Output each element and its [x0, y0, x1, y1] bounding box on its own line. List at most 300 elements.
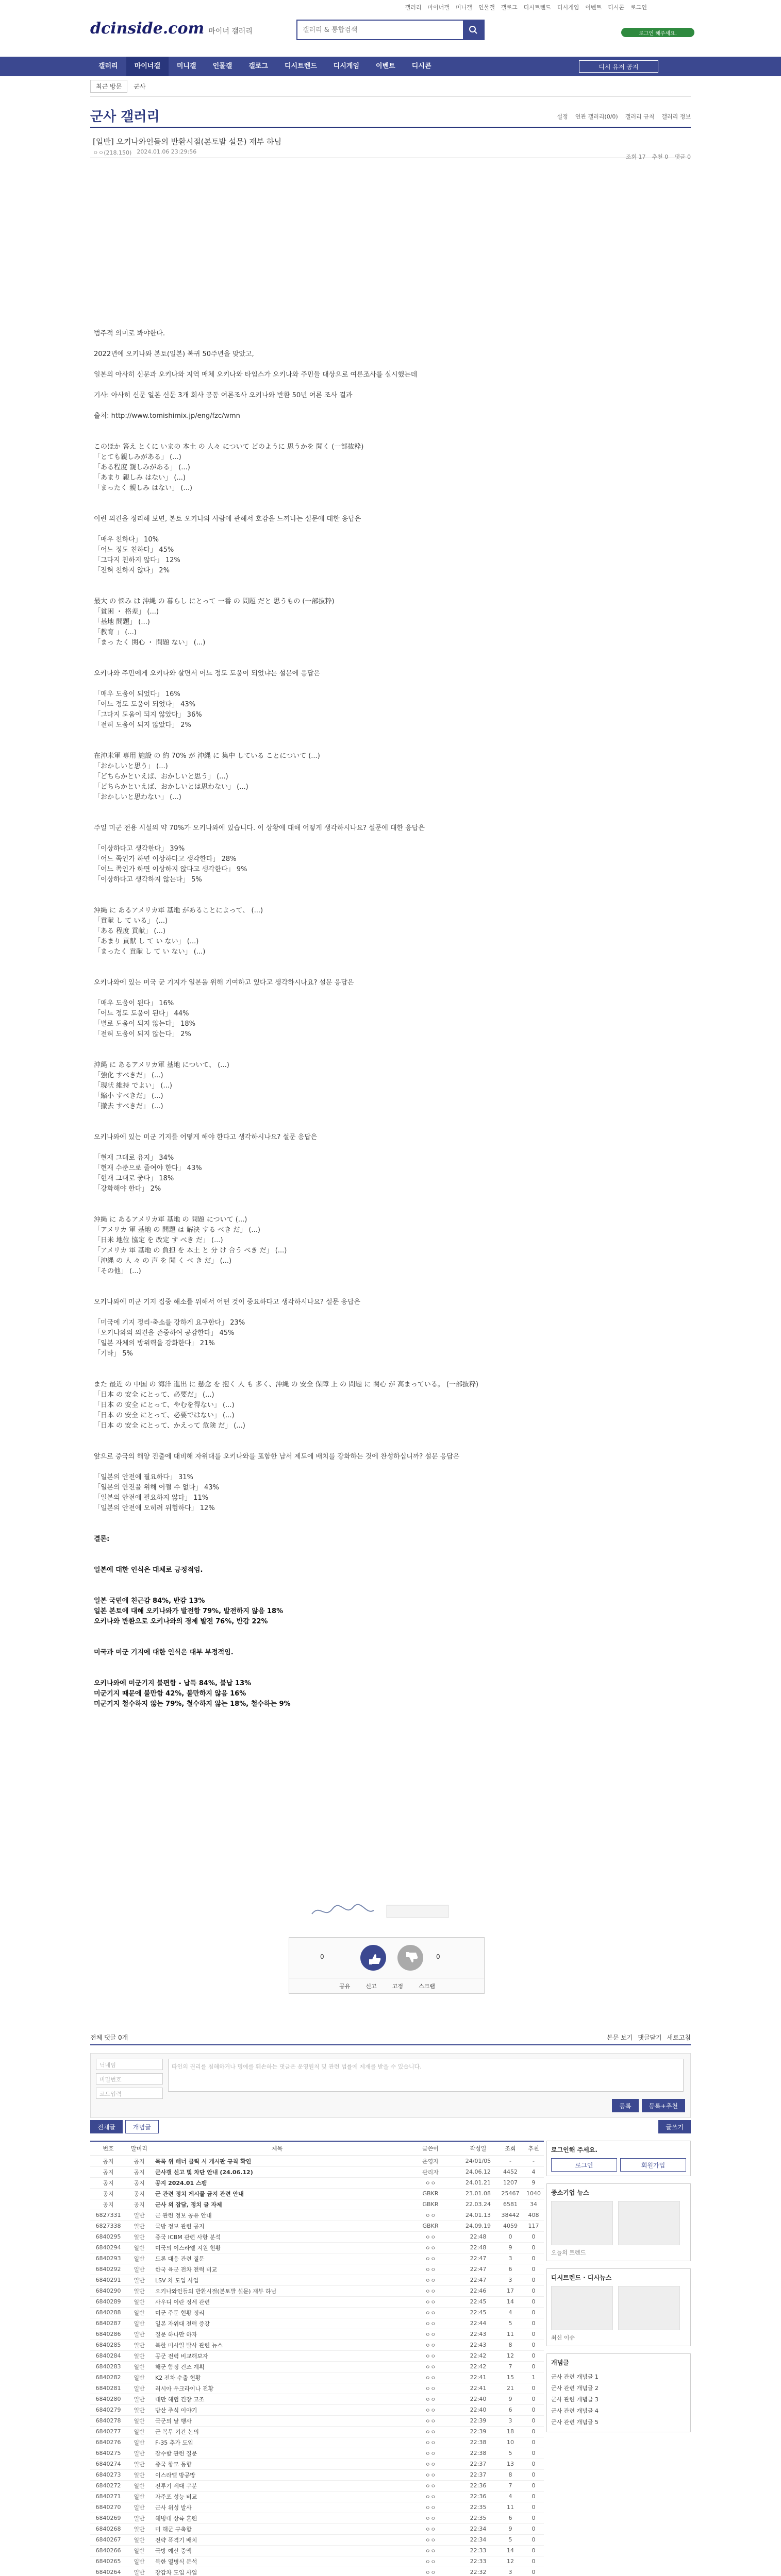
table-cell[interactable]: ㅇㅇ [402, 2523, 459, 2534]
post-paragraph: 오키나와에 있는 미군 기지를 어떻게 해야 한다고 생각하시나요? 설문 응답은 「현재 그대로 유지」 34% 「현재 수준으로 줄여야 한다」 43% 「현재 그대로 좋다」 18% 「강화해야 한다」 2% [94, 1133, 318, 1193]
table-cell[interactable]: ㅇㅇ [402, 2556, 459, 2567]
table-cell[interactable]: 국군의 날 행사 [152, 2415, 402, 2426]
post-author[interactable]: ㅇㅇ(218.150) [93, 149, 132, 156]
concept-item[interactable]: 군사 관련 개념글 2 [551, 2385, 599, 2392]
table-cell[interactable]: ㅇㅇ [402, 2177, 459, 2188]
table-cell: 공지 [126, 2188, 152, 2199]
table-row[interactable] [90, 2188, 544, 2199]
table-cell: 22:37 [459, 2469, 497, 2480]
table-cell: 22.03.24 [459, 2199, 497, 2210]
table-row[interactable] [90, 2307, 544, 2318]
table-row[interactable] [90, 2285, 544, 2296]
news-thumbnail[interactable] [551, 2201, 613, 2245]
comment-captcha-field[interactable]: 코드입력 [96, 2088, 163, 2099]
table-row[interactable] [90, 2372, 544, 2383]
table-cell[interactable]: ㅇㅇ [402, 2253, 459, 2264]
write-button[interactable]: 글쓰기 [658, 2120, 691, 2133]
signature-scribble [309, 1901, 474, 1922]
post-date: 2024.01.06 23:29:56 [137, 148, 197, 155]
table-cell: 22:40 [459, 2394, 497, 2404]
top-link[interactable]: 인물갤 [478, 4, 495, 11]
table-cell[interactable]: 잠수함 관련 질문 [152, 2448, 402, 2459]
table-cell: 0 [523, 2275, 544, 2285]
table-cell[interactable]: 군 관련 정치 게시물 금지 관련 안내 [152, 2188, 402, 2199]
table-cell: 6840268 [90, 2523, 126, 2534]
news-thumbnail[interactable] [618, 2201, 680, 2245]
table-cell[interactable]: ㅇㅇ [402, 2469, 459, 2480]
table-cell[interactable]: 자주포 성능 비교 [152, 2491, 402, 2502]
login-button[interactable]: 로그인 해주세요. [621, 28, 694, 37]
post-action-button[interactable]: 스크랩 [418, 1982, 435, 1990]
table-cell[interactable]: ㅇㅇ [402, 2502, 459, 2513]
table-cell[interactable]: ㅇㅇ [402, 2231, 459, 2242]
table-cell: 22:44 [459, 2318, 497, 2329]
side-login-button[interactable]: 로그인 [551, 2158, 617, 2172]
table-cell: 0 [523, 2242, 544, 2253]
summary-line: 오키나와에 미군기지 불편함 - 납득 84%, 불납 13% 미군기지 때문에 불만함 42%, 불만하지 않음 16% 미군기지 철수하지 않는 79%, 철수하지 않는 18%, 철수하는 9% [94, 1680, 291, 1708]
table-cell[interactable]: 장갑차 도입 사업 [152, 2567, 402, 2576]
search-button[interactable] [463, 21, 484, 39]
dctrend-thumbnail[interactable] [618, 2286, 680, 2330]
nav-item[interactable]: 디시트렌드 [284, 62, 317, 70]
table-cell: 117 [523, 2221, 544, 2231]
nav-item[interactable]: 디시게임 [333, 62, 360, 70]
table-row[interactable] [90, 2264, 544, 2275]
table-cell: 6840269 [90, 2513, 126, 2523]
table-row[interactable] [90, 2210, 544, 2221]
table-cell[interactable]: 드론 대응 관련 질문 [152, 2253, 402, 2264]
paragraph-spacer [94, 731, 682, 751]
top-link[interactable]: 로그인 [630, 4, 647, 11]
table-row[interactable] [90, 2534, 544, 2545]
table-cell: 일반 [126, 2491, 152, 2502]
top-link[interactable]: 이벤트 [585, 4, 602, 11]
post-paragraph: 最大 の 悩み は 沖縄 の 暮らし にとって 一番 の 問題 だと 思うもの (一部抜粋) 「貧困 ・ 格差」 (...) 「基地 問題」 (...) 「教育 」 (...) 「まっ たく 関心 ・ 問題 ない」 (...) [94, 598, 335, 647]
table-cell: 24.01.13 [459, 2210, 497, 2221]
table-row[interactable] [90, 2545, 544, 2556]
table-row[interactable] [90, 2502, 544, 2513]
post-paragraph: 주일 미군 전용 시설의 약 70%가 오키나와에 있습니다. 이 상황에 대해 어떻게 생각하시나요? 설문에 대한 응답은 「이상하다고 생각한다」 39% 「어느 쪽인가 하면 이상하다고 생각한다」 28% 「어느 쪽인가 하면 이상하지 않다고 생각한다」 9% 「이상하다고 생각하지 않는다」 5% [94, 824, 425, 884]
table-row[interactable] [90, 2404, 544, 2415]
paragraph-spacer [94, 1575, 682, 1596]
table-row[interactable] [90, 2480, 544, 2491]
table-cell[interactable]: ㅇㅇ [402, 2275, 459, 2285]
table-row[interactable] [90, 2177, 544, 2188]
table-cell: 24/01/05 [459, 2156, 497, 2166]
table-cell: 일반 [126, 2231, 152, 2242]
table-cell: 4059 [497, 2221, 523, 2231]
table-cell: 0 [523, 2404, 544, 2415]
concept-item[interactable]: 군사 관련 개념글 3 [551, 2396, 599, 2403]
table-cell: 0 [523, 2556, 544, 2567]
table-cell[interactable]: LSV 차 도입 사업 [152, 2275, 402, 2285]
table-cell[interactable]: 북한 열병식 분석 [152, 2556, 402, 2567]
post-paragraph: このほか 答え とくに いまの 本土 の 人々 について どのように 思うかを 聞く (一部抜粋) 「とても親しみがある」 (...) 「ある程度 親しみがある」 (...) 「あまり 親しみ はない」 (...) 「まったく 親しみ はない」 (...) [94, 443, 364, 492]
comment-textarea[interactable]: 타인의 권리를 침해하거나 명예를 훼손하는 댓글은 운영원칙 및 관련 법률에 제재를 받을 수 있습니다. [168, 2059, 684, 2092]
table-row[interactable] [90, 2350, 544, 2361]
nav-item[interactable]: 인물갤 [212, 62, 232, 70]
table-row[interactable] [90, 2361, 544, 2372]
top-link[interactable]: 갤러리 [405, 4, 422, 11]
table-cell: 12 [497, 2350, 523, 2361]
table-cell: 4452 [497, 2166, 523, 2177]
search-input[interactable] [297, 21, 463, 39]
table-cell: 0 [523, 2264, 544, 2275]
table-cell[interactable]: 중국 항모 동향 [152, 2459, 402, 2469]
post-paragraph: 沖縄 に あるアメリカ軍 基地 があることによって、 (...) 「貢献 し て いる」 (...) 「ある 程度 貢献」 (...) 「あまり 貢献 し て い ない」 (...) 「まったく 貢献 し て い ない」 (...) [94, 907, 263, 956]
table-cell[interactable]: K2 전차 수출 현황 [152, 2372, 402, 2383]
table-row[interactable] [90, 2296, 544, 2307]
table-cell: 일반 [126, 2372, 152, 2383]
nav-item[interactable]: 미니갤 [176, 62, 196, 70]
top-link[interactable]: 미니갤 [456, 4, 472, 11]
table-cell[interactable]: ㅇㅇ [402, 2534, 459, 2545]
table-cell[interactable]: 북한 미사일 발사 관련 뉴스 [152, 2340, 402, 2350]
comment-bar-item[interactable]: 본문 보기 [607, 2033, 633, 2041]
table-cell[interactable]: 미국의 이스라엘 지원 현황 [152, 2242, 402, 2253]
table-cell: 5 [497, 2448, 523, 2459]
table-cell[interactable]: ㅇㅇ [402, 2426, 459, 2437]
table-cell[interactable]: GBKR [402, 2188, 459, 2199]
nav-item[interactable]: 갤러리 [98, 62, 118, 70]
table-cell: 6840281 [90, 2383, 126, 2394]
table-cell: 4 [497, 2491, 523, 2502]
gallery-title[interactable]: 군사 갤러리 [90, 109, 160, 125]
top-link[interactable]: 마이너갤 [427, 4, 450, 11]
table-row[interactable] [90, 2383, 544, 2394]
table-cell: 일반 [126, 2448, 152, 2459]
table-cell: 38442 [497, 2210, 523, 2221]
paragraph-spacer [94, 648, 682, 669]
recent-gallery-link[interactable]: 군사 [134, 83, 146, 90]
table-cell: 일반 [126, 2296, 152, 2307]
table-row[interactable] [90, 2437, 544, 2448]
table-cell: 공지 [126, 2199, 152, 2210]
brand-text: dcinside.com [90, 20, 205, 38]
table-cell[interactable]: 방산 주식 이야기 [152, 2404, 402, 2415]
tab-all-posts[interactable]: 전체글 [90, 2120, 123, 2133]
table-cell: 0 [497, 2231, 523, 2242]
gallery-tool-link[interactable]: 연관 갤러리(0/0) [575, 113, 618, 120]
table-cell[interactable]: F-35 추가 도입 [152, 2437, 402, 2448]
table-cell: - [497, 2156, 523, 2166]
nav-item[interactable]: 마이너갤 [126, 57, 169, 76]
nav-item[interactable]: 갤로그 [248, 62, 268, 70]
recent-visit-button[interactable]: 최근 방문 [90, 80, 127, 93]
post-paragraph: 沖縄 に あるアメリカ軍 基地 について、 (...) 「強化 すべきだ」 (...) 「現状 維持 でよい」 (...) 「縮小 すべきだ」 (...) 「撤去 すべきだ」 (...) [94, 1061, 229, 1110]
paragraph-spacer [94, 1359, 682, 1380]
table-cell: 22:47 [459, 2275, 497, 2285]
paragraph-spacer [94, 1627, 682, 1648]
table-cell[interactable]: 전투기 세대 구분 [152, 2480, 402, 2491]
table-cell[interactable]: ㅇㅇ [402, 2329, 459, 2340]
table-cell[interactable]: 이스라엘 방공망 [152, 2469, 402, 2480]
comment-bar-item[interactable]: 댓글닫기 [638, 2033, 662, 2041]
table-cell[interactable]: 해군 함정 건조 계획 [152, 2361, 402, 2372]
table-cell[interactable]: ㅇㅇ [402, 2415, 459, 2426]
tab-concept-posts[interactable]: 개념글 [125, 2120, 159, 2133]
table-cell[interactable]: ㅇㅇ [402, 2264, 459, 2275]
table-cell: 8 [497, 2340, 523, 2350]
table-cell: 34 [523, 2199, 544, 2210]
table-cell: 1 [523, 2372, 544, 2383]
table-cell[interactable]: 오키나와인들의 반환시절(본토발 설문) 재부 하님 [152, 2285, 402, 2296]
list-header-cell: 글쓴이 [402, 2141, 459, 2156]
table-cell: 일반 [126, 2361, 152, 2372]
post-action-button[interactable]: 고정 [392, 1982, 403, 1990]
table-cell[interactable]: ㅇㅇ [402, 2404, 459, 2415]
table-cell[interactable]: GBKR [402, 2221, 459, 2231]
post-action-button[interactable]: 신고 [365, 1982, 377, 1990]
site-header [0, 12, 781, 57]
table-row[interactable] [90, 2340, 544, 2350]
post-paragraph: 在沖米軍 専用 施設 の 約 70% が 沖縄 に 集中 している ことについて (...) 「おかしいと思う」 (...) 「どちらかといえば、おかしいと思う」 (...) 「どちらかといえば、おかしいとは思わない」 (...) 「おかしいと思わない」 (...) [94, 752, 320, 801]
recommend-down-button[interactable] [397, 1945, 423, 1971]
table-cell: 6840273 [90, 2469, 126, 2480]
post-paragraph: 오키나와에 있는 미국 군 기지가 일본을 위해 기여하고 있다고 생각하시나요? 설문 응답은 「매우 도움이 된다」 16% 「어느 정도 도움이 된다」 44% 「별로 도움이 되지 않는다」 18% 「전혀 도움이 되지 않는다」 2% [94, 979, 354, 1038]
table-row[interactable] [90, 2523, 544, 2534]
table-row[interactable] [90, 2221, 544, 2231]
dctrend-caption: 최신 이슈 [551, 2334, 575, 2341]
dctrend-thumbnail[interactable] [551, 2286, 613, 2330]
table-cell[interactable]: 일본 자위대 전력 증강 [152, 2318, 402, 2329]
table-cell: 0 [523, 2340, 544, 2350]
thumbs-up-icon [360, 1945, 386, 1971]
recommend-up-button[interactable] [360, 1945, 386, 1971]
table-cell[interactable]: 국방 정보 관련 공지 [152, 2221, 402, 2231]
table-cell[interactable]: 군사 위성 발사 [152, 2502, 402, 2513]
table-cell: 공지 [126, 2156, 152, 2166]
table-cell[interactable]: ㅇㅇ [402, 2480, 459, 2491]
table-cell: 22:34 [459, 2534, 497, 2545]
table-cell[interactable]: ㅇㅇ [402, 2567, 459, 2576]
table-cell[interactable]: ㅇㅇ [402, 2318, 459, 2329]
table-row[interactable] [90, 2275, 544, 2285]
news-box [546, 2183, 691, 2261]
table-row[interactable] [90, 2318, 544, 2329]
concept-item[interactable]: 군사 관련 개념글 4 [551, 2408, 599, 2414]
table-cell: 일반 [126, 2534, 152, 2545]
table-cell: 6840282 [90, 2372, 126, 2383]
table-cell: 6840270 [90, 2502, 126, 2513]
comment-password-field[interactable]: 비밀번호 [96, 2073, 163, 2084]
post-paragraph: 앞으로 중국의 해양 진출에 대비해 자위대를 오키나와를 포함한 남서 제도에 배치를 강화하는 것에 찬성하십니까? 설문 응답은 「일본의 안전에 필요하다」 31% 「일본의 안전을 위해 어쩔 수 없다」 43% 「일본의 안전에 필요하지 않다」 11% 「일본의 안전에 오히려 위험하다」 12% [94, 1453, 460, 1512]
table-cell[interactable]: ㅇㅇ [402, 2242, 459, 2253]
table-row[interactable] [90, 2415, 544, 2426]
table-cell: 9 [497, 2523, 523, 2534]
top-link[interactable]: 디시트렌드 [523, 4, 551, 11]
table-cell[interactable]: ㅇㅇ [402, 2513, 459, 2523]
table-row[interactable] [90, 2556, 544, 2567]
table-cell[interactable]: ㅇㅇ [402, 2340, 459, 2350]
table-cell[interactable]: ㅇㅇ [402, 2361, 459, 2372]
table-cell: 6840267 [90, 2534, 126, 2545]
comment-bar-item[interactable]: 새로고침 [667, 2033, 691, 2041]
site-logo[interactable] [90, 20, 260, 40]
dctrend-box [546, 2268, 691, 2346]
table-cell: 6840284 [90, 2350, 126, 2361]
table-cell[interactable]: ㅇㅇ [402, 2437, 459, 2448]
table-cell[interactable]: 운영자 [402, 2156, 459, 2166]
table-cell[interactable]: 전략 폭격기 배치 [152, 2534, 402, 2545]
table-cell[interactable]: 러시아 우크라이나 전황 [152, 2383, 402, 2394]
table-cell: 일반 [126, 2329, 152, 2340]
table-row[interactable] [90, 2156, 544, 2166]
login-box-title: 로그인해 주세요. [551, 2146, 597, 2154]
table-cell: 8 [497, 2469, 523, 2480]
table-row[interactable] [90, 2394, 544, 2404]
table-cell[interactable]: ㅇㅇ [402, 2459, 459, 2469]
nav-item[interactable]: 이벤트 [376, 62, 395, 70]
table-cell: 0 [523, 2307, 544, 2318]
table-cell: 6840278 [90, 2415, 126, 2426]
table-cell: 6840272 [90, 2480, 126, 2491]
table-cell[interactable]: 미군 주둔 현황 정리 [152, 2307, 402, 2318]
table-cell: 6840271 [90, 2491, 126, 2502]
table-cell[interactable]: ㅇㅇ [402, 2307, 459, 2318]
table-cell[interactable]: 군사갤 신고 및 차단 안내 (24.06.12) [152, 2166, 402, 2177]
table-cell: 18 [497, 2426, 523, 2437]
table-cell: 24.01.21 [459, 2177, 497, 2188]
table-cell: 일반 [126, 2264, 152, 2275]
table-cell: 0 [523, 2513, 544, 2523]
table-row[interactable] [90, 2459, 544, 2469]
comment-name-field[interactable]: 닉네임 [96, 2059, 163, 2070]
summary-line: 일본에 대한 인식은 대체로 긍정적임. [94, 1566, 203, 1574]
table-row[interactable] [90, 2242, 544, 2253]
comment-submit-recommend-button[interactable]: 등록+추천 [642, 2099, 685, 2112]
post-paragraph: 이런 의견을 정리해 보면, 본토 오키나와 사람에 관해서 호감을 느끼냐는 설문에 대한 응답은 「매우 친하다」 10% 「어느 정도 친하다」 45% 「그다지 친하지 않다」 12% 「전혀 친하지 않다」 2% [94, 515, 361, 574]
title-divider [90, 127, 691, 128]
comment-form [90, 2053, 691, 2118]
table-cell[interactable]: 질문 하나만 하자 [152, 2329, 402, 2340]
top-link[interactable]: 디시게임 [557, 4, 579, 11]
table-cell: 6581 [497, 2199, 523, 2210]
table-cell[interactable]: ㅇㅇ [402, 2448, 459, 2459]
table-cell: 12 [497, 2556, 523, 2567]
gallery-tools [557, 112, 691, 121]
table-cell: 21 [497, 2383, 523, 2394]
table-row[interactable] [90, 2166, 544, 2177]
table-cell[interactable]: GBKR [402, 2199, 459, 2210]
top-utility-bar [0, 0, 781, 12]
table-cell: 일반 [126, 2350, 152, 2361]
table-row[interactable] [90, 2469, 544, 2480]
up-count: 0 [320, 1953, 324, 1960]
table-cell[interactable]: ㅇㅇ [402, 2383, 459, 2394]
table-row[interactable] [90, 2567, 544, 2576]
table-cell: 일반 [126, 2383, 152, 2394]
paragraph-spacer [94, 1040, 682, 1060]
table-cell[interactable]: 해병대 상륙 훈련 [152, 2513, 402, 2523]
table-cell: 6 [497, 2264, 523, 2275]
table-cell[interactable]: ㅇㅇ [402, 2394, 459, 2404]
paragraph-spacer [94, 1545, 682, 1565]
table-cell: 22:45 [459, 2296, 497, 2307]
paragraph-spacer [94, 494, 682, 514]
table-row[interactable] [90, 2199, 544, 2210]
table-cell: 6840275 [90, 2448, 126, 2459]
paragraph-spacer [94, 803, 682, 823]
table-cell[interactable]: 미 해군 구축함 [152, 2523, 402, 2534]
side-signup-button[interactable]: 회원가입 [620, 2158, 686, 2172]
table-cell: 9 [523, 2177, 544, 2188]
table-cell[interactable]: 사우디 이란 정세 관련 [152, 2296, 402, 2307]
post-stat: 추천 0 [652, 154, 669, 160]
concept-item[interactable]: 군사 관련 개념글 5 [551, 2419, 599, 2426]
table-cell[interactable]: ㅇㅇ [402, 2545, 459, 2556]
table-cell: 0 [523, 2480, 544, 2491]
paragraph-spacer [94, 1514, 682, 1534]
table-cell: 6840277 [90, 2426, 126, 2437]
user-notice-button[interactable]: 디시 유저 공지 [579, 60, 658, 73]
down-count: 0 [436, 1953, 440, 1960]
gallery-tool-link[interactable]: 갤러리 규칙 [625, 113, 655, 120]
table-cell[interactable]: 한국 육군 전차 전력 비교 [152, 2264, 402, 2275]
table-cell[interactable]: 공지 2024.01 스팸 [152, 2177, 402, 2188]
table-cell[interactable]: 군사 외 잡담, 정치 글 자제 [152, 2199, 402, 2210]
table-cell[interactable]: ㅇㅇ [402, 2350, 459, 2361]
table-cell[interactable]: ㅇㅇ [402, 2285, 459, 2296]
table-cell[interactable]: 관리자 [402, 2166, 459, 2177]
table-row[interactable] [90, 2491, 544, 2502]
summary-line: 일본 국민에 친근감 84%, 반감 13% 일본 본토에 대해 오키나와가 발전함 79%, 발전하지 않음 18% 오키나와 반환으로 오키나와의 경제 발전 76%, 반감 22% [94, 1597, 284, 1625]
table-row[interactable] [90, 2231, 544, 2242]
gallery-tool-link[interactable]: 갤러리 정보 [661, 113, 691, 120]
comment-submit-button[interactable]: 등록 [612, 2099, 638, 2112]
top-link[interactable]: 갤로그 [501, 4, 518, 11]
table-cell[interactable]: ㅇㅇ [402, 2210, 459, 2221]
table-cell: 22:33 [459, 2545, 497, 2556]
sub-nav [90, 76, 691, 97]
table-row[interactable] [90, 2426, 544, 2437]
dctrend-box-title: 디시트렌드 · 디시뉴스 [551, 2274, 612, 2281]
table-cell[interactable]: 국방 예산 증액 [152, 2545, 402, 2556]
table-row[interactable] [90, 2253, 544, 2264]
gallery-tool-link[interactable]: 설정 [557, 113, 568, 120]
table-cell: 24.06.12 [459, 2166, 497, 2177]
table-cell[interactable]: ㅇㅇ [402, 2296, 459, 2307]
table-row[interactable] [90, 2448, 544, 2459]
table-cell[interactable]: 중국 ICBM 관련 사항 분석 [152, 2231, 402, 2242]
table-cell[interactable]: ㅇㅇ [402, 2491, 459, 2502]
table-cell[interactable]: 공군 전력 비교해보자 [152, 2350, 402, 2361]
post-action-button[interactable]: 공유 [339, 1982, 351, 1990]
concept-box-title: 개념글 [551, 2359, 569, 2366]
table-cell: 6840295 [90, 2231, 126, 2242]
table-cell[interactable]: 대만 해협 긴장 고조 [152, 2394, 402, 2404]
table-cell[interactable]: 군 관련 정보 공유 안내 [152, 2210, 402, 2221]
table-cell: 22:36 [459, 2491, 497, 2502]
table-cell: 일반 [126, 2513, 152, 2523]
news-box-title: 중소기업 뉴스 [551, 2189, 589, 2196]
table-cell: 22:35 [459, 2513, 497, 2523]
table-cell: 5 [497, 2534, 523, 2545]
table-row[interactable] [90, 2513, 544, 2523]
table-cell[interactable]: 목록 위 배너 클릭 시 게시판 규칙 확인 [152, 2156, 402, 2166]
concept-item[interactable]: 군사 관련 개념글 1 [551, 2374, 599, 2380]
table-cell[interactable]: 군 복무 기간 논의 [152, 2426, 402, 2437]
top-link[interactable]: 디시콘 [608, 4, 625, 11]
table-row[interactable] [90, 2329, 544, 2340]
list-header-cell: 제목 [152, 2141, 402, 2156]
table-cell: 4 [523, 2166, 544, 2177]
nav-item[interactable]: 디시콘 [411, 62, 431, 70]
table-cell[interactable]: ㅇㅇ [402, 2372, 459, 2383]
table-cell: 22:32 [459, 2567, 497, 2576]
table-cell: 6840283 [90, 2361, 126, 2372]
post-stat: 조회 17 [625, 154, 646, 160]
